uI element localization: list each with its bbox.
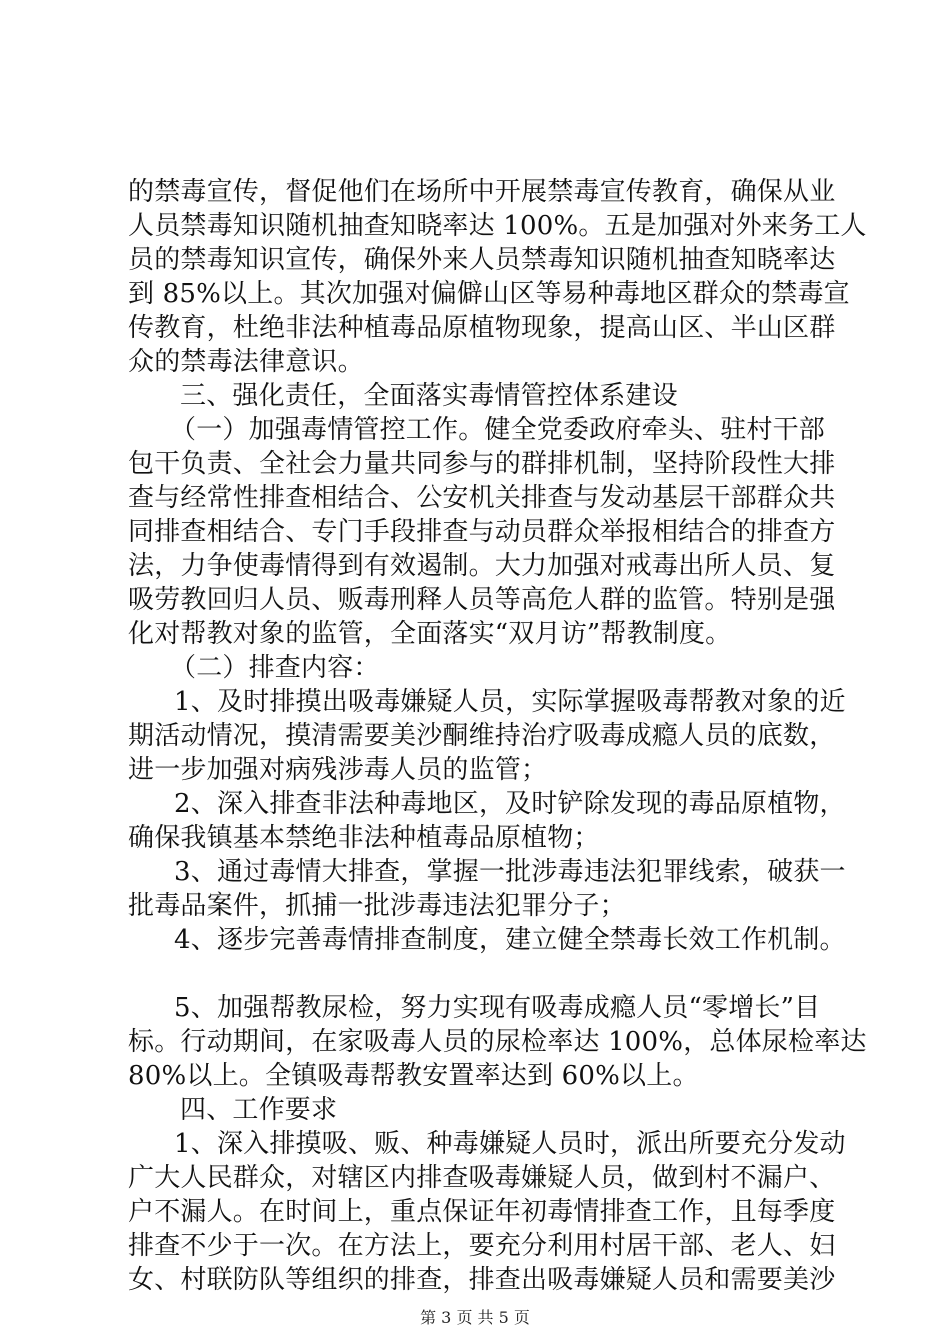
- text-line: 期活动情况，摸清需要美沙酮维持治疗吸毒成瘾人员的底数，: [128, 721, 836, 751]
- text-line: 批毒品案件，抓捕一批涉毒违法犯罪分子；: [128, 891, 626, 921]
- text-line: 广大人民群众，对辖区内排查吸毒嫌疑人员，做到村不漏户、: [128, 1163, 836, 1193]
- text-line: 80%以上。全镇吸毒帮教安置率达到 60%以上。: [128, 1061, 699, 1091]
- list-item: 4、逐步完善毒情排查制度，建立健全禁毒长效工作机制。: [174, 925, 846, 955]
- list-item: 1、及时排摸出吸毒嫌疑人员，实际掌握吸毒帮教对象的近: [174, 687, 846, 717]
- text-line: 同排查相结合、专门手段排查与动员群众举报相结合的排查方: [128, 517, 836, 547]
- text-line: 员的禁毒知识宣传，确保外来人员禁毒知识随机抽查知晓率达: [128, 245, 836, 275]
- text-line: 确保我镇基本禁绝非法种植毒品原植物；: [128, 823, 600, 853]
- list-item: 3、通过毒情大排查，掌握一批涉毒违法犯罪线索，破获一: [174, 857, 846, 887]
- text-line: 众的禁毒法律意识。: [128, 347, 364, 377]
- page-number-footer: 第 3 页 共 5 页: [420, 1308, 530, 1327]
- text-line: 法，力争使毒情得到有效遏制。大力加强对戒毒出所人员、复: [128, 551, 836, 581]
- text-line: 到 85%以上。其次加强对偏僻山区等易种毒地区群众的禁毒宣: [128, 279, 850, 309]
- text-line: 人员禁毒知识随机抽查知晓率达 100%。五是加强对外来务工人: [128, 211, 867, 241]
- text-line: 的禁毒宣传，督促他们在场所中开展禁毒宣传教育，确保从业: [128, 177, 836, 207]
- section-heading: 三、强化责任，全面落实毒情管控体系建设: [180, 381, 678, 411]
- text-line: 标。行动期间，在家吸毒人员的尿检率达 100%，总体尿检率达: [128, 1027, 867, 1057]
- text-line: 进一步加强对病残涉毒人员的监管；: [128, 755, 548, 785]
- text-line: 女、村联防队等组织的排查，排查出吸毒嫌疑人员和需要美沙: [128, 1265, 836, 1295]
- text-line: 户不漏人。在时间上，重点保证年初毒情排查工作，且每季度: [128, 1197, 836, 1227]
- list-item: 1、深入排摸吸、贩、种毒嫌疑人员时，派出所要充分发动: [174, 1129, 846, 1159]
- text-line: 吸劳教回归人员、贩毒刑释人员等高危人群的监管。特别是强: [128, 585, 836, 615]
- text-line: 包干负责、全社会力量共同参与的群排机制，坚持阶段性大排: [128, 449, 836, 479]
- text-line: 传教育，杜绝非法种植毒品原植物现象，提高山区、半山区群: [128, 313, 836, 343]
- section-heading: 四、工作要求: [180, 1095, 338, 1125]
- text-line: 化对帮教对象的监管，全面落实“双月访”帮教制度。: [128, 619, 732, 649]
- subsection-heading: （一）加强毒情管控工作。健全党委政府牵头、驻村干部: [170, 415, 826, 445]
- text-line: 排查不少于一次。在方法上，要充分利用村居干部、老人、妇: [128, 1231, 836, 1261]
- text-line: 查与经常性排查相结合、公安机关排查与发动基层干部群众共: [128, 483, 836, 513]
- subsection-heading: （二）排查内容：: [170, 653, 380, 683]
- list-item: 5、加强帮教尿检，努力实现有吸毒成瘾人员“零增长”目: [174, 993, 821, 1023]
- list-item: 2、深入排查非法种毒地区，及时铲除发现的毒品原植物，: [174, 789, 846, 819]
